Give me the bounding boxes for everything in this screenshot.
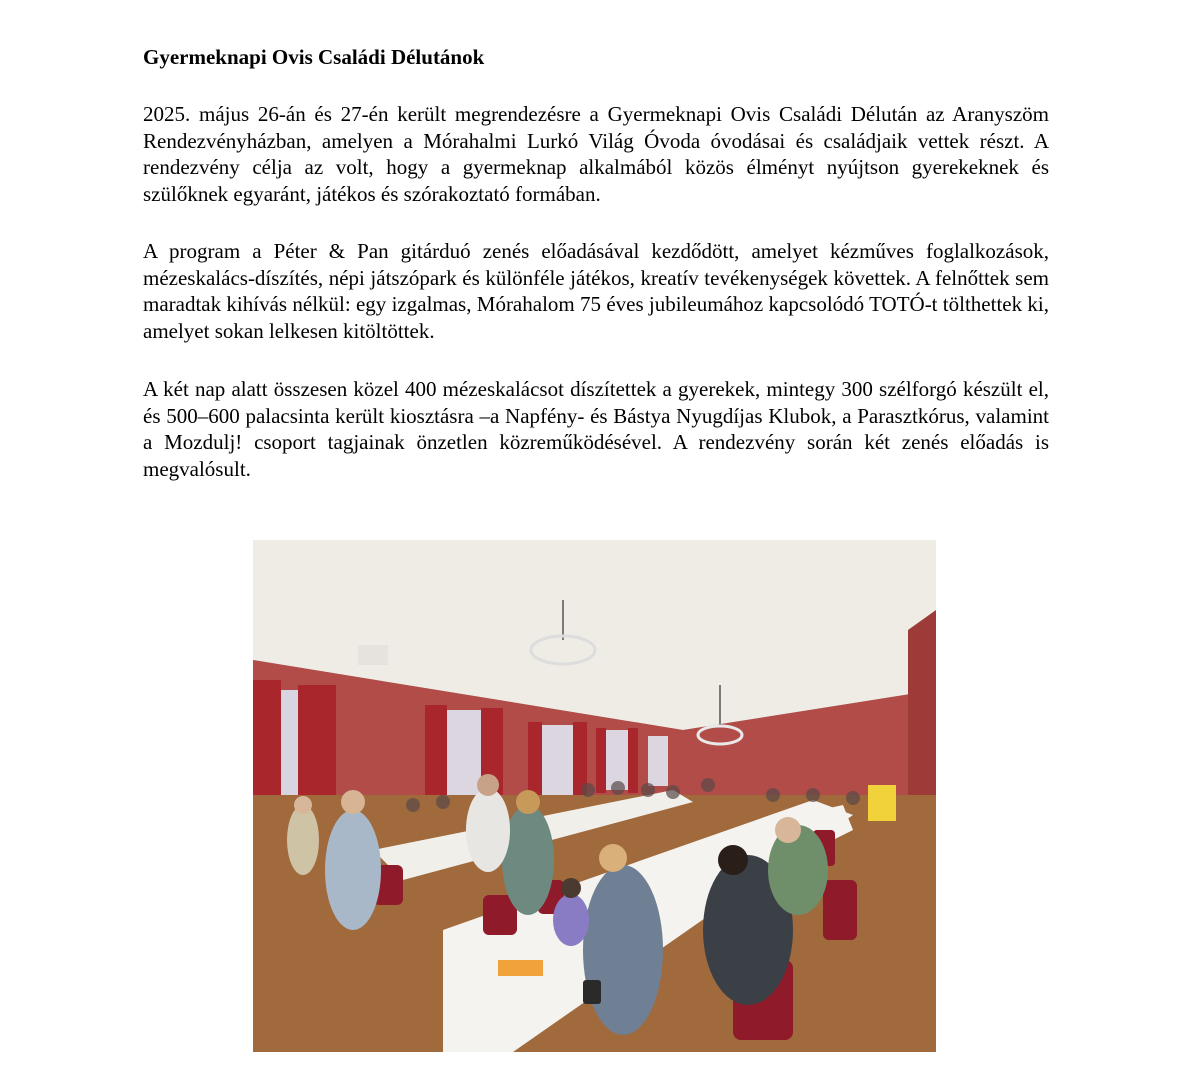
window <box>538 725 578 800</box>
curtain <box>628 728 638 793</box>
person <box>583 865 663 1035</box>
event-hall-illustration <box>253 540 936 1052</box>
window <box>648 736 668 786</box>
paragraph-intro: 2025. május 26-án és 27-én került megrendezésre a Gyermeknapi Ovis Családi Délután az Aranyszöm Rendezvényházban, amelyen a Mórahalmi Lurkó Világ Óvoda óvodásai és családjaik vettek részt. A rendezvény célja az volt, hogy a gyermeknap alkalmából közös élményt nyújtson gyerekeknek és szülőknek egyaránt, játékos és szórakoztató formában. <box>143 102 1049 206</box>
chair <box>823 880 857 940</box>
air-conditioner <box>358 645 388 665</box>
paragraph-results: A két nap alatt összesen közel 400 mézeskalácsot díszítettek a gyerekek, mintegy 300 szélforgó készült el, és 500–600 palacsinta került kiosztásra –a Napfény- és Bástya Nyugdíjas Klubok, a Parasztkórus, valamint a Mozdulj! csoport tagjainak önzetlen közreműködésével. A rendezvény során két zenés előadás is megvalósult. <box>143 377 1049 481</box>
phone <box>583 980 601 1004</box>
person <box>502 805 554 915</box>
person <box>466 788 510 872</box>
curtain <box>596 728 606 793</box>
person <box>325 810 381 930</box>
orange-paper <box>498 960 543 976</box>
person <box>768 825 828 915</box>
person <box>553 894 589 946</box>
person <box>287 805 319 875</box>
window <box>603 730 631 790</box>
poster-board <box>868 785 896 821</box>
document-title: Gyermeknapi Ovis Családi Délutánok <box>143 45 485 69</box>
paragraph-program: A program a Péter & Pan gitárduó zenés előadásával kezdődött, amelyet kézműves foglalkozások, mézeskalács-díszítés, népi játszópark és különféle játékos, kreatív tevékenységek követtek. A felnőttek sem maradtak kihívás nélkül: egy izgalmas, Mórahalom 75 éves jubileumához kapcsolódó TOTÓ-t tölthettek ki, amelyet sokan lelkesen kitöltöttek. <box>143 239 1049 343</box>
event-photo <box>253 540 936 1052</box>
